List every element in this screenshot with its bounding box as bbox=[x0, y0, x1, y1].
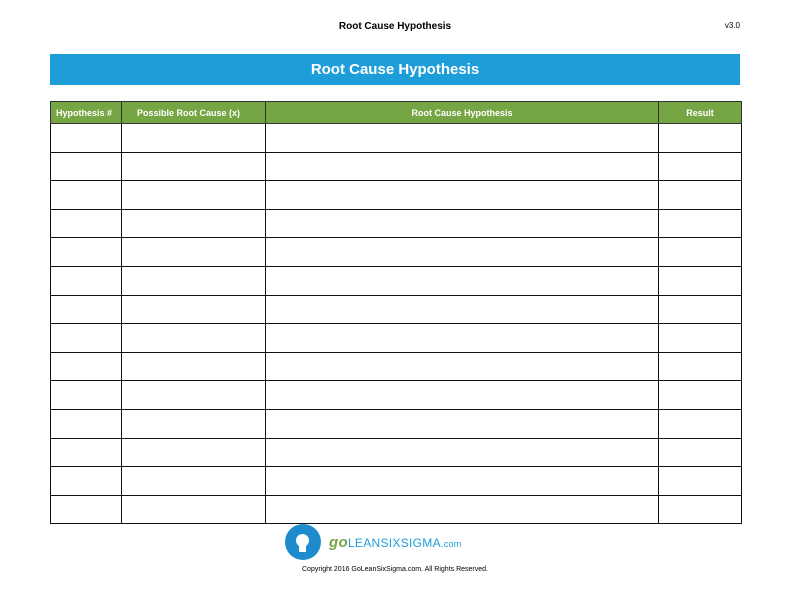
table-row bbox=[51, 238, 742, 267]
goleansixsigma-logo bbox=[285, 524, 462, 560]
table-row bbox=[51, 324, 742, 353]
possible-root-cause-cell[interactable] bbox=[122, 381, 266, 410]
column-header-possible-root-cause: Possible Root Cause (x) bbox=[122, 102, 266, 124]
table-header-row bbox=[51, 102, 742, 124]
possible-root-cause-cell[interactable] bbox=[122, 181, 266, 210]
table-row bbox=[51, 295, 742, 324]
root-cause-hypothesis-cell[interactable] bbox=[266, 495, 659, 524]
result-cell[interactable] bbox=[659, 409, 742, 438]
hypothesis-number-cell[interactable] bbox=[51, 209, 122, 238]
result-cell[interactable] bbox=[659, 381, 742, 410]
result-cell[interactable] bbox=[659, 438, 742, 467]
root-cause-hypothesis-cell[interactable] bbox=[266, 381, 659, 410]
possible-root-cause-cell[interactable] bbox=[122, 324, 266, 353]
brand-name: goLEANSIXSIGMA.com bbox=[329, 533, 462, 551]
result-cell[interactable] bbox=[659, 152, 742, 181]
possible-root-cause-cell[interactable] bbox=[122, 152, 266, 181]
result-cell[interactable] bbox=[659, 324, 742, 353]
root-cause-hypothesis-cell[interactable] bbox=[266, 295, 659, 324]
possible-root-cause-cell[interactable] bbox=[122, 124, 266, 153]
hypothesis-number-cell[interactable] bbox=[51, 495, 122, 524]
hypothesis-number-cell[interactable] bbox=[51, 295, 122, 324]
column-header-hypothesis-number: Hypothesis # bbox=[51, 102, 122, 124]
table-row bbox=[51, 152, 742, 181]
root-cause-hypothesis-cell[interactable] bbox=[266, 324, 659, 353]
root-cause-hypothesis-cell[interactable] bbox=[266, 266, 659, 295]
root-cause-hypothesis-cell[interactable] bbox=[266, 438, 659, 467]
table-row bbox=[51, 495, 742, 524]
possible-root-cause-cell[interactable] bbox=[122, 266, 266, 295]
root-cause-hypothesis-cell[interactable] bbox=[266, 238, 659, 267]
result-cell[interactable] bbox=[659, 266, 742, 295]
root-cause-hypothesis-cell[interactable] bbox=[266, 124, 659, 153]
root-cause-hypothesis-cell[interactable] bbox=[266, 209, 659, 238]
column-header-root-cause-hypothesis: Root Cause Hypothesis bbox=[266, 102, 659, 124]
banner-title: Root Cause Hypothesis bbox=[50, 54, 740, 85]
possible-root-cause-cell[interactable] bbox=[122, 209, 266, 238]
table-row bbox=[51, 181, 742, 210]
result-cell[interactable] bbox=[659, 238, 742, 267]
table-row bbox=[51, 209, 742, 238]
hypothesis-number-cell[interactable] bbox=[51, 152, 122, 181]
possible-root-cause-cell[interactable] bbox=[122, 467, 266, 496]
root-cause-hypothesis-cell[interactable] bbox=[266, 409, 659, 438]
table-row bbox=[51, 409, 742, 438]
hypothesis-number-cell[interactable] bbox=[51, 238, 122, 267]
result-cell[interactable] bbox=[659, 467, 742, 496]
root-cause-hypothesis-cell[interactable] bbox=[266, 181, 659, 210]
possible-root-cause-cell[interactable] bbox=[122, 352, 266, 381]
possible-root-cause-cell[interactable] bbox=[122, 495, 266, 524]
result-cell[interactable] bbox=[659, 181, 742, 210]
hypothesis-number-cell[interactable] bbox=[51, 352, 122, 381]
table-row bbox=[51, 124, 742, 153]
copyright-text: Copyright 2016 GoLeanSixSigma.com. All Rights Reserved. bbox=[302, 566, 488, 573]
root-cause-hypothesis-cell[interactable] bbox=[266, 467, 659, 496]
hypothesis-number-cell[interactable] bbox=[51, 438, 122, 467]
result-cell[interactable] bbox=[659, 295, 742, 324]
result-cell[interactable] bbox=[659, 495, 742, 524]
possible-root-cause-cell[interactable] bbox=[122, 438, 266, 467]
hypothesis-number-cell[interactable] bbox=[51, 467, 122, 496]
hypothesis-number-cell[interactable] bbox=[51, 181, 122, 210]
root-cause-hypothesis-cell[interactable] bbox=[266, 152, 659, 181]
hypothesis-number-cell[interactable] bbox=[51, 409, 122, 438]
version-label: v3.0 bbox=[724, 21, 740, 30]
document-title: Root Cause Hypothesis bbox=[338, 21, 452, 32]
hypothesis-number-cell[interactable] bbox=[51, 324, 122, 353]
table-row bbox=[51, 352, 742, 381]
possible-root-cause-cell[interactable] bbox=[122, 238, 266, 267]
column-header-result: Result bbox=[659, 102, 742, 124]
hypothesis-number-cell[interactable] bbox=[51, 266, 122, 295]
result-cell[interactable] bbox=[659, 124, 742, 153]
hypothesis-number-cell[interactable] bbox=[51, 381, 122, 410]
table-row bbox=[51, 266, 742, 295]
root-cause-hypothesis-cell[interactable] bbox=[266, 352, 659, 381]
table-row bbox=[51, 467, 742, 496]
table-row bbox=[51, 438, 742, 467]
hypothesis-table bbox=[50, 101, 742, 524]
result-cell[interactable] bbox=[659, 209, 742, 238]
possible-root-cause-cell[interactable] bbox=[122, 409, 266, 438]
lightbulb-icon bbox=[285, 524, 321, 560]
possible-root-cause-cell[interactable] bbox=[122, 295, 266, 324]
table-row bbox=[51, 381, 742, 410]
result-cell[interactable] bbox=[659, 352, 742, 381]
hypothesis-number-cell[interactable] bbox=[51, 124, 122, 153]
